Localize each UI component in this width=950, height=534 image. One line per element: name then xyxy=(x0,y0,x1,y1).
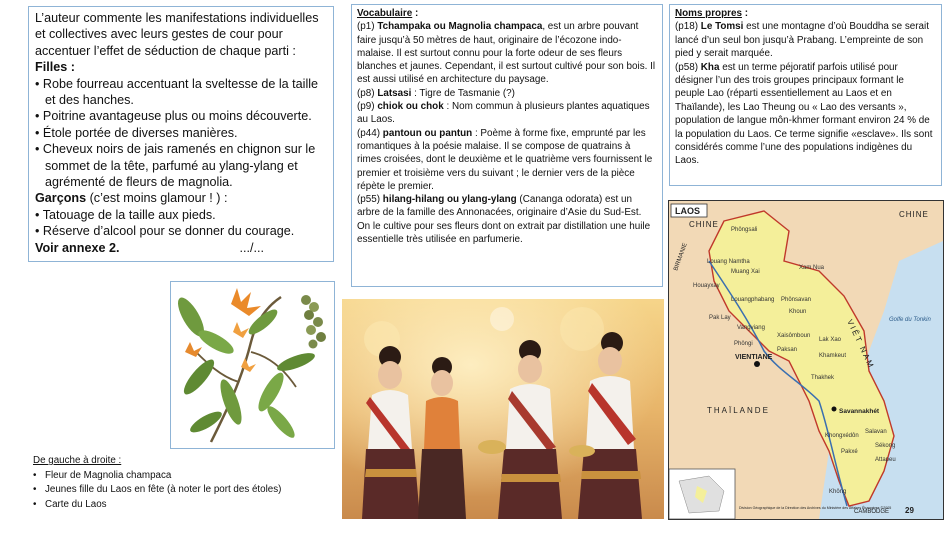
entry-ref: (p44) xyxy=(357,127,383,139)
entry-ref: (p1) xyxy=(357,21,378,33)
list-item: • Poitrine avantageuse plus ou moins découverte. xyxy=(35,108,327,124)
proper-nouns-box xyxy=(669,4,942,186)
entry-ref: (p8) xyxy=(357,87,378,99)
continuation-mark: .../... xyxy=(239,240,264,255)
city-label: Lak Xao xyxy=(819,337,842,343)
burma-label: BIRMANIE xyxy=(673,242,689,272)
cambodia-label: CAMBODGE xyxy=(854,509,890,515)
list-item: • Robe fourreau accentuant la sveltesse de la taille et des hanches. xyxy=(35,76,327,109)
boys-heading: Garçons xyxy=(35,191,87,206)
china-label: CHINE xyxy=(689,220,719,229)
city-label: Houayxay xyxy=(693,283,720,289)
caption-title: De gauche à droite : xyxy=(33,455,122,466)
heading-suffix: : xyxy=(412,8,419,19)
city-label: Pak Lay xyxy=(709,315,731,321)
magnolia-branch-drawing xyxy=(171,282,334,448)
girls-list xyxy=(35,76,327,191)
lao-girls-scene xyxy=(342,299,664,519)
entry-text: : Tigre de Tasmanie (?) xyxy=(411,87,515,99)
city-label: Phônsavan xyxy=(781,297,812,303)
entry-term: Latsasi xyxy=(377,87,412,99)
thailand-label: THAÏLANDE xyxy=(707,406,770,415)
entry-text: (Cananga odorata) est un arbre de la famille des Annonacées, originaire d’Asie du Sud-Est. On le cultive pour ses fleurs dont on extrait par distillation une huile essentielle très utilisée en parfumerie. xyxy=(357,194,651,246)
city-label: Khongxédôn xyxy=(825,433,859,439)
laos-map-drawing xyxy=(669,201,943,519)
list-item: • Jeunes fille du Laos en fête (à noter le port des étoles) xyxy=(45,483,333,498)
entry-ref: (p58) xyxy=(675,61,701,73)
city-label: Salavan xyxy=(865,429,887,435)
china-label-east: CHINE xyxy=(899,210,929,219)
magnolia-illustration xyxy=(170,281,335,449)
image-caption xyxy=(33,454,333,512)
entry-text: : Nom commun à plusieurs plantes aquatiques au Laos. xyxy=(357,101,650,126)
entry-term: Tchampaka ou Magnolia champaca xyxy=(377,21,543,33)
commentary-intro: L’auteur commente les manifestations individuelles et collectives avec leurs gestes de cour pour accentuer l’effet de séduction de chaque parti : xyxy=(35,11,319,58)
vocabulary-heading: Vocabulaire xyxy=(357,8,413,19)
city-label: Xaisômboun xyxy=(777,333,811,339)
list-item: • Carte du Laos xyxy=(45,498,333,513)
entry-term: hilang-hilang ou ylang-ylang xyxy=(382,194,517,206)
city-label: Pakxé xyxy=(841,449,858,455)
city-label: Không xyxy=(829,489,847,495)
vocab-entry xyxy=(357,20,657,86)
city-label: Xam Nua xyxy=(799,265,825,271)
heading-suffix: : xyxy=(741,8,748,19)
proper-nouns-heading-line xyxy=(675,7,936,20)
entry-ref: (p55) xyxy=(357,194,383,206)
city-label: Muang Xai xyxy=(731,269,760,275)
annex-line xyxy=(35,240,327,256)
vietnam-label: VIÊT NAM xyxy=(845,318,877,371)
list-item: • Fleur de Magnolia champaca xyxy=(45,469,333,484)
noun-entry xyxy=(675,61,936,168)
city-label: Vangviang xyxy=(737,325,765,331)
map-title: LAOS xyxy=(675,206,701,216)
city-label: Phôngsali xyxy=(731,227,758,233)
page-number: 29 xyxy=(905,506,914,515)
gulf-label: Golfe du Tonkin xyxy=(889,317,931,323)
vocabulary-heading-line xyxy=(357,7,657,20)
city-label: Paksan xyxy=(777,347,798,353)
noun-entry xyxy=(675,20,936,60)
city-label: Louang Namtha xyxy=(707,259,750,265)
list-item: • Cheveux noirs de jais ramenés en chignon sur le sommet de la tête, parfumé au ylang-ylang et agrémenté de fleurs de magnolia. xyxy=(35,141,327,190)
entry-term: chiok ou chok xyxy=(377,101,444,113)
vocabulary-box xyxy=(351,4,663,287)
laos-map xyxy=(668,200,944,520)
vocab-entry xyxy=(357,100,657,127)
proper-nouns-heading: Noms propres xyxy=(675,8,742,19)
entry-text: est un terme péjoratif parfois utilisé pour désigner l’un des trois groupes principaux formant le peuple Lao (réparti essentiellement au Laos et en Thaïlande), les Lao Theung ou « Lao des versants », population de langue môn-khmer formant environ 24 % de la population du Laos. Ce terme signifie «esclave». Ils sont considérés comme l’une des populations indigènes du Laos. xyxy=(675,61,933,167)
city-label: Attapeu xyxy=(875,457,896,463)
entry-text: est une montagne d’où Bouddha se serait lancé d’un seul bon jusqu’à Prabang. L’empreinte de son pied y serait marquée. xyxy=(675,21,929,60)
girls-heading: Filles : xyxy=(35,60,75,75)
entry-ref: (p9) xyxy=(357,101,378,113)
city-label: Khoun xyxy=(789,309,807,315)
map-credit: Division Géographique de la Direction des Archives du Ministère des Affaires Étrangères ©2005 xyxy=(739,506,892,510)
list-item: • Tatouage de la taille aux pieds. xyxy=(35,207,327,223)
vocab-entry xyxy=(357,193,657,246)
vocab-entry xyxy=(357,87,657,100)
city-label: Louangphabang xyxy=(731,297,775,303)
city-label: Sékong xyxy=(875,443,896,449)
caption-list xyxy=(33,469,333,513)
list-item: • Étole portée de diverses manières. xyxy=(35,125,327,141)
annex-reference: Voir annexe 2. xyxy=(35,240,120,255)
boys-heading-line xyxy=(35,190,327,206)
list-item: • Réserve d’alcool pour se donner du courage. xyxy=(35,223,327,239)
boys-list xyxy=(35,207,327,240)
entry-term: pantoun ou pantun xyxy=(382,127,473,139)
city-label-savannakhet: Savannakhét xyxy=(839,408,880,415)
entry-ref: (p18) xyxy=(675,21,701,33)
lao-girls-photo xyxy=(342,299,664,519)
vocab-entry xyxy=(357,127,657,193)
entry-term: Kha xyxy=(700,61,720,73)
city-label: Khamkeut xyxy=(819,353,847,359)
commentary-box xyxy=(28,6,334,262)
city-label: Thakhek xyxy=(811,375,835,381)
boys-note: (c’est moins glamour ! ) : xyxy=(86,191,228,206)
capital-label: VIENTIANE xyxy=(735,354,773,361)
entry-text: , est un arbre pouvant faire jusqu’à 50 mètres de haut, originaire de l’écozone indo-malaise. Il est surtout connu pour la forte odeur de ses fleurs blanches et jaunes. Cependant, il est surtout cultivé pour son bois. Il est aussi utilisé en architecture du paysage. xyxy=(357,21,656,86)
entry-term: Le Tomsi xyxy=(700,21,744,33)
entry-text: : Poème à forme fixe, emprunté par les romantiques à la poésie malaise. Il se compose de quatrains à rimes croisées, dont le deuxième et le quatrième vers fournissent le premier et troisième vers du suivant ; le dernier vers de la pièce répète le premier. xyxy=(357,127,653,192)
city-label: Phôngi xyxy=(734,341,753,347)
